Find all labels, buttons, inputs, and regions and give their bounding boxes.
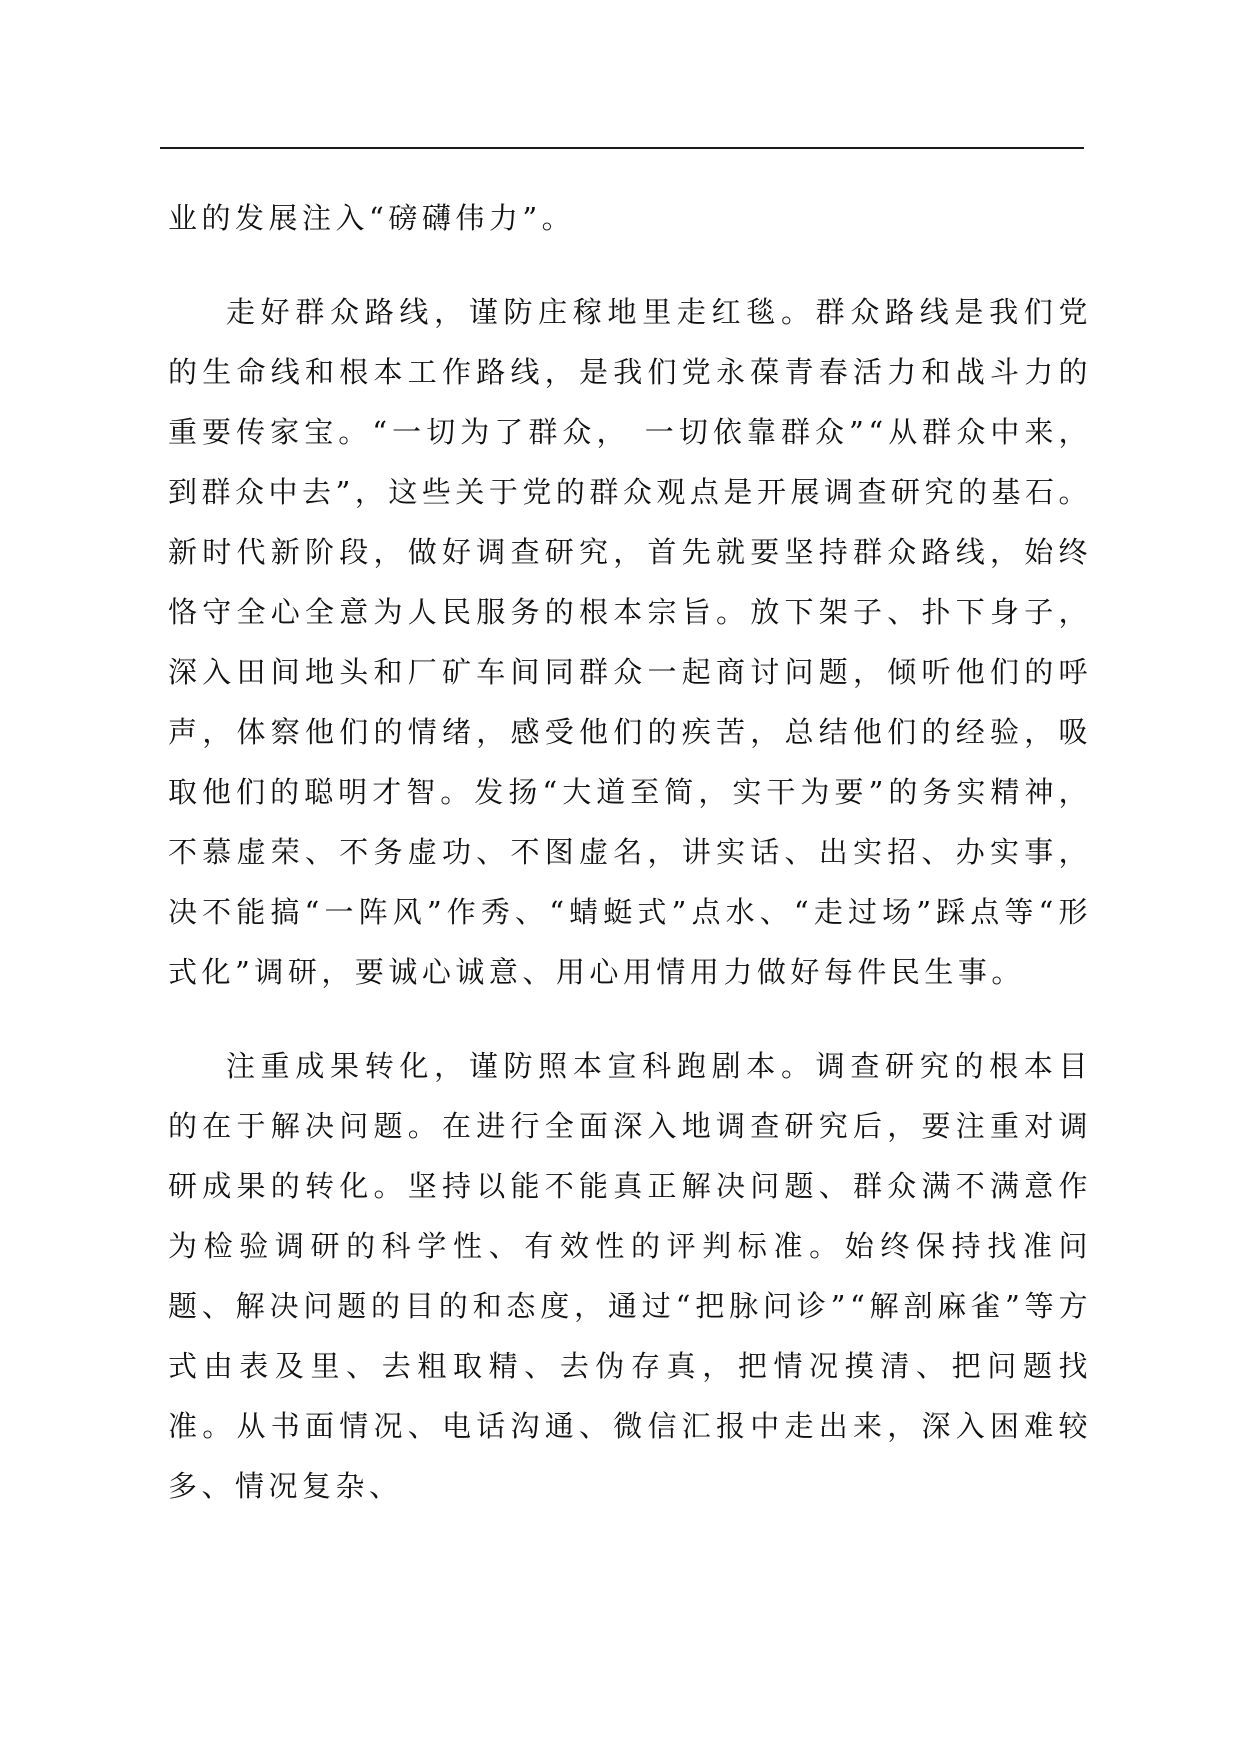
- paragraph-results-transformation: 注重成果转化，谨防照本宣科跑剧本。调查研究的根本目的在于解决问题。在进行全面深入地调查研究后，要注重对调研成果的转化。坚持以能不能真正解决问题、群众满不满意作为检验调研的科学性、有效性的评判标准。始终保持找准问题、解决问题的目的和态度，通过“把脉问诊”“解剖麻雀”等方式由表及里、去粗取精、去伪存真，把情况摸清、把问题找准。从书面情况、电话沟通、微信汇报中走出来，深入困难较多、情况复杂、: [168, 1049, 1092, 1503]
- body-text: [168, 188, 1092, 1550]
- header-rule: [160, 147, 1084, 149]
- paragraph-mass-line: 走好群众路线，谨防庄稼地里走红毯。群众路线是我们党的生命线和根本工作路线，是我们党永葆青春活力和战斗力的重要传家宝。“一切为了群众， 一切依靠群众”“从群众中来，到群众中去”，这些关于党的群众观点是开展调查研究的基石。新时代新阶段，做好调查研究，首先就要坚持群众路线，始终恪守全心全意为人民服务的根本宗旨。放下架子、扑下身子，深入田间地头和厂矿车间同群众一起商讨问题，倾听他们的呼声，体察他们的情绪，感受他们的疾苦，总结他们的经验，吸取他们的聪明才智。发扬“大道至简，实干为要”的务实精神，不慕虚荣、不务虚功、不图虚名，讲实话、出实招、办实事，决不能搞“一阵风”作秀、“蜻蜓式”点水、“走过场”踩点等“形式化”调研，要诚心诚意、用心用情用力做好每件民生事。: [168, 295, 1092, 989]
- paragraph-continued: 业的发展注入“磅礴伟力”。: [168, 201, 576, 235]
